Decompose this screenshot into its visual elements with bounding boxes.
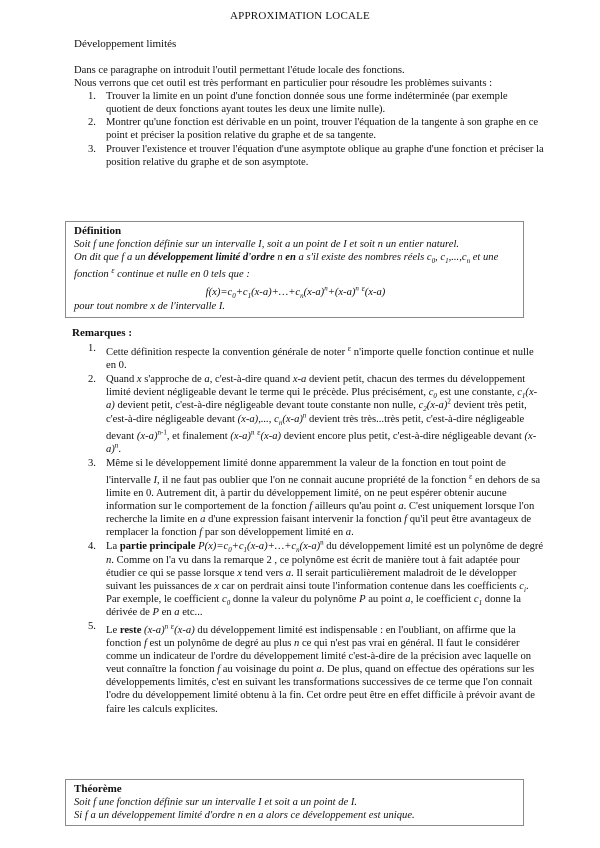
definition-formula: $f(x)=c_0+c_1(x-a)+\dots+c_n(x-a)^n+(x-a)^n$ $^\varepsilon$(x-a) xyxy=(205,284,386,301)
remarks-list xyxy=(74,342,544,716)
intro-line-2: Nous verrons que cet outil est très performant en particulier pour résoudre les problèmes suivants : xyxy=(74,78,493,90)
definition-box xyxy=(65,221,524,318)
theorem-box xyxy=(65,779,524,826)
remarks-section xyxy=(74,327,544,716)
list-number: 2. xyxy=(88,117,96,129)
list-text: Montrer qu'une fonction est dérivable en un point, trouver l'équation de la tangente à son graphe en ce point et préciser la position relative du graphe et de sa tangente. xyxy=(106,117,539,142)
remark-item-5: 5. Le reste $(x-a)^n$ $^\varepsilon$(x-a) du développement limité est indispensable : en l'oubliant, on affirme que la fonction f est un polynôme de degré au plus n ce qui n'est pas vrai en général. Il faut le considérer comme un indicateur de l'ordre du développement limité c'est-à-dire de la précision avec laquelle on veut connaître la fonction f au voisinage du point a. De plus, quand on effectue des opérations sur les développements limités, c'est en suivant les transformations successives de ce terme que l'on connait l'odre du développement limité obtenu à la fin. Cet ordre peut être en effet difficile à prévoir avant de faire les calculs explicites. xyxy=(88,620,535,715)
definition-last-line: pour tout nombre x de l'intervalle I. xyxy=(74,301,226,313)
list-item xyxy=(74,116,544,142)
remark-item-2: 2. Quand x s'approche de a, c'est-à-dire quand x-a devient petit, chacun des termes du développement limité devient négligeable devant le terme qui le précède. Plus précisément, $c_0$ est une constante, $c_1(x-a)$ devient petit, c'est-à-dire négligeable devant toute constante non nulle, $c_2(x-a)^2$ devient très petit, c'est-à-dire négligeable devant (x-a),..., $c_n(x-a)^n$ devient très très...très petit, c'est-à-dire négligeable devant $(x-a)^{n-1}$, et finalement $(x-a)^n$ $^\varepsilon$(x-a) devient encore plus petit, c'est-à-dire négligeable devant $(x-a)^n$. xyxy=(88,374,538,455)
list-item xyxy=(74,143,544,169)
remark-item-4: 4. La partie principale $P(x)=c_0+c_1(x-a)+\dots+c_n(x-a)^n$ du développement limité est un polynôme de degré n. Comme on l'a vu dans la remarque 2 , ce polynôme est écrit de manière tout à fait adaptée pour étudier ce qui se passe lorsque x tend vers a. Il serait particulièrement maladroit de le développer suivant les puissances de x car on perdrait ainsi toute l'information contenue dans les coefficients $c_i$. Par exemple, le coefficient $c_0$ donne la valeur du polynôme P au point a, le coefficient $c_1$ donne la dérivée de P en a etc... xyxy=(88,538,544,618)
list-text: Trouver la limite en un point d'une fonction donnée sous une forme indéterminée (par exemple quotient de deux fonctions ayant toutes les deux une limite nulle). xyxy=(106,91,508,116)
intro-section xyxy=(74,64,544,169)
theorem-line-2: Si f a un développement limité d'ordre n en a alors ce développement est unique. xyxy=(74,810,415,822)
definition-line-1: Soit f une fonction définie sur un intervalle I, soit a un point de I et soit n un entier naturel. xyxy=(74,239,460,251)
remarks-heading: Remarques : xyxy=(72,327,132,339)
remark-item-1: 1. Cette définition respecte la convention générale de noter $^\varepsilon$ n'importe quelle fonction continue et nulle en 0. xyxy=(88,343,534,372)
list-text: Prouver l'existence et trouver l'équation d'une asymptote oblique au graphe d'une fonction et préciser la position relative du graphe et de son asymptote. xyxy=(106,143,544,168)
intro-list xyxy=(74,90,544,169)
list-number: 1. xyxy=(88,91,96,103)
intro-line-1: Dans ce paragraphe on introduit l'outil permettant l'étude locale des fonctions. xyxy=(74,65,405,76)
list-number: 3. xyxy=(88,143,96,155)
theorem-line-1: Soit f une fonction définie sur un intervalle I et soit a un point de I. xyxy=(74,797,358,809)
list-item xyxy=(74,90,544,116)
definition-heading: Définition xyxy=(74,225,122,237)
section-subtitle: Développement limités xyxy=(74,38,177,50)
epsilon-icon: ε xyxy=(111,266,115,276)
page-title: APPROXIMATION LOCALE xyxy=(230,10,370,22)
definition-line-2: On dit que f a un développement limité d'ordre n en a s'il existe des nombres réels $c_0$, $c_1,...,c_n$ et une fonction $^\varepsilon$ continue et nulle en 0 tels que : xyxy=(74,252,499,281)
remark-item-3: 3. Même si le développement limité donne apparemment la valeur de la fonction en tout point de l'intervalle I, il ne faut pas oublier que l'on ne connait aucune propriété de la fonction $^\varepsilon$ en dehors de sa limite en 0. Autrement dit, à partir du développement limité, on ne peut espérer obtenir aucune information sur le comportement de la fonction f ailleurs qu'au point a. C'est uniquement lorsque l'on recherche la limite en a d'une expression faisant intervenir la fonction f qu'il peut être avantageux de remplacer la fonction f par son développement limité en a. xyxy=(88,457,541,539)
theorem-heading: Théorème xyxy=(74,783,122,795)
